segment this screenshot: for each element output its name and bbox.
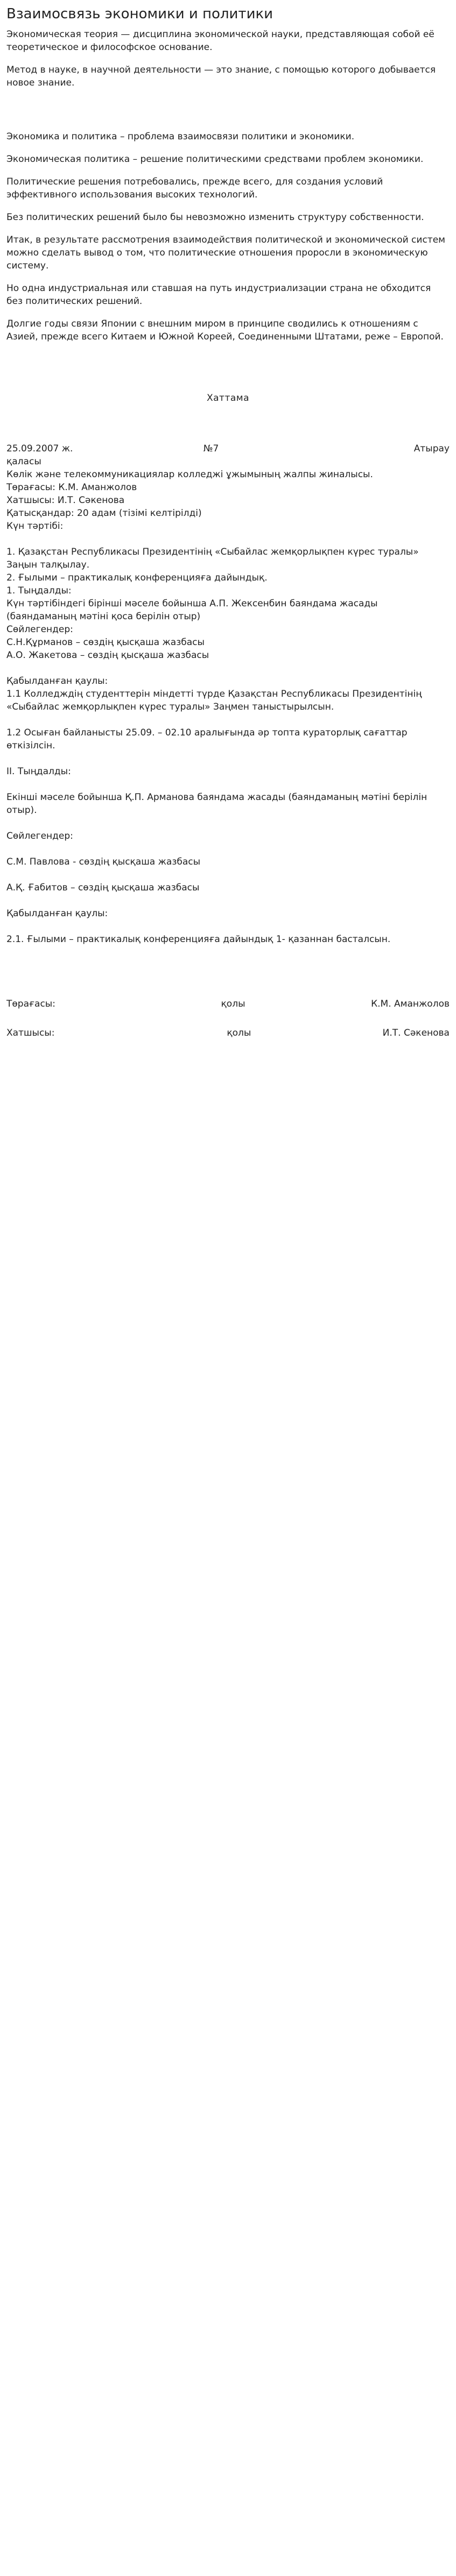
speaker-entry: А.Қ. Ғабитов – сөздің қысқаша жазбасы bbox=[6, 882, 200, 893]
article-paragraph: Без политических решений было бы невозможно изменить структуру собственности. bbox=[6, 212, 424, 223]
speaker-entry: С.М. Павлова - сөздің қысқаша жазбасы bbox=[6, 857, 201, 867]
speaker-entry: А.О. Жакетова – сөздің қысқаша жазбасы bbox=[6, 650, 209, 661]
resolution-item: 1.2 Осыған байланысты 25.09. – 02.10 аралығында әр топта кураторлық сағаттар өткізілсін. bbox=[6, 727, 408, 751]
signature-role: Хатшысы: bbox=[6, 1028, 55, 1038]
section-gap bbox=[6, 99, 450, 130]
gap bbox=[6, 894, 450, 907]
article-paragraph: Метод в науке, в научной деятельности — это знание, с помощью которого добывается новое знание. bbox=[6, 65, 436, 88]
gap bbox=[6, 778, 450, 791]
speaker-entry: С.Н.Құрманов – сөздің қысқаша жазбасы bbox=[6, 637, 205, 648]
resolution-item: 2.1. Ғылыми – практикалық конференцияға дайындық 1- қазаннан басталсын. bbox=[6, 934, 391, 945]
article-paragraph: Но одна индустриальная или ставшая на путь индустриализации страна не обходится без политических решений. bbox=[6, 283, 431, 307]
signature-row-chair bbox=[6, 997, 450, 1014]
agenda-label: Күн тәртібі: bbox=[6, 521, 64, 532]
article-paragraph: Экономическая теория — дисциплина экономической науки, представляющая собой её теоретическое и философское основание. bbox=[6, 29, 434, 53]
article-paragraph: Политические решения потребовались, прежде всего, для создания условий эффективного использования высоких технологий. bbox=[6, 176, 383, 200]
heard-1-text: Күн тәртібіндегі бірінші мәселе бойынша А.П. Жексенбин баяндама жасады (баяндаманың мәтіні қоса берілін отыр) bbox=[6, 598, 378, 622]
article-paragraph: Экономика и политика – проблема взаимосвязи политики и экономики. bbox=[6, 131, 355, 142]
gap bbox=[6, 817, 450, 830]
protocol-secretary: Хатшысы: И.Т. Сәкенова bbox=[6, 495, 125, 506]
article-paragraph: Долгие годы связи Японии с внешним миром в принципе сводились к отношениям с Азией, прежде всего Китаем и Южной Кореей, Соединенными Штатами, реже – Европой. bbox=[6, 319, 444, 342]
protocol-chair: Төрағасы: К.М. Аманжолов bbox=[6, 482, 137, 493]
signature-line: қолы bbox=[221, 999, 245, 1009]
protocol-org: Көлік және телекоммуникациялар колледжі ұжымының жалпы жиналысы. bbox=[6, 469, 373, 480]
signature-name: И.Т. Сәкенова bbox=[382, 1028, 450, 1038]
article-paragraph: Экономическая политика – решение политическими средствами проблем экономики. bbox=[6, 154, 424, 165]
protocol-section bbox=[6, 442, 450, 1043]
gap bbox=[6, 713, 450, 726]
article-paragraph: Итак, в результате рассмотрения взаимодействия политической и экономической систем можно сделать вывод о том, что политические отношения проросли в экономическую систему. bbox=[6, 235, 445, 271]
gap bbox=[6, 868, 450, 881]
protocol-heading: Хаттама bbox=[206, 393, 250, 404]
article-body bbox=[6, 28, 450, 343]
agenda-item: 2. Ғылыми – практикалық конференцияға дайындық. bbox=[6, 572, 268, 583]
gap bbox=[6, 920, 450, 933]
gap bbox=[6, 843, 450, 855]
resolution-item: 1.1 Колледждің студенттерін міндетті түрде Қазақстан Республикасы Президентінің «Сыбайлас жемқорлықпен күрес туралы» Заңмен таныстырылсын. bbox=[6, 689, 422, 712]
gap bbox=[6, 533, 450, 546]
protocol-number: №7 bbox=[203, 443, 219, 454]
agenda-item: 1. Тыңдалды: bbox=[6, 585, 72, 596]
agenda-item: 1. Қазақстан Республикасы Президентінің «Сыбайлас жемқорлықпен күрес туралы» Заңын талқылау. bbox=[6, 547, 419, 570]
signature-name: К.М. Аманжолов bbox=[371, 999, 450, 1009]
heard-2-label: II. Тыңдалды: bbox=[6, 766, 71, 777]
heard-2-text: Екінші мәселе бойынша Қ.П. Арманова баяндама жасады (баяндаманың мәтіні берілін отыр). bbox=[6, 792, 427, 816]
resolved-label: Қабылданған қаулы: bbox=[6, 908, 108, 919]
signature-role: Төрағасы: bbox=[6, 999, 55, 1009]
signature-line: қолы bbox=[227, 1028, 251, 1038]
document-title: Взаимосвязь экономики и политики bbox=[6, 6, 273, 22]
signature-row-secretary bbox=[6, 1027, 450, 1043]
protocol-date: 25.09.2007 ж. bbox=[6, 443, 73, 454]
speakers-label: Сөйлегендер: bbox=[6, 624, 73, 635]
gap bbox=[6, 946, 450, 997]
protocol-header-row bbox=[6, 442, 450, 455]
protocol-city: Атырау bbox=[413, 443, 450, 454]
speakers-label: Сөйлегендер: bbox=[6, 831, 73, 841]
protocol-attendees: Қатысқандар: 20 адам (тізімі келтірілді) bbox=[6, 508, 202, 519]
gap bbox=[6, 1014, 450, 1027]
gap bbox=[6, 662, 450, 675]
resolved-label: Қабылданған қаулы: bbox=[6, 676, 108, 687]
gap bbox=[6, 752, 450, 765]
protocol-city-suffix: қаласы bbox=[6, 456, 41, 467]
